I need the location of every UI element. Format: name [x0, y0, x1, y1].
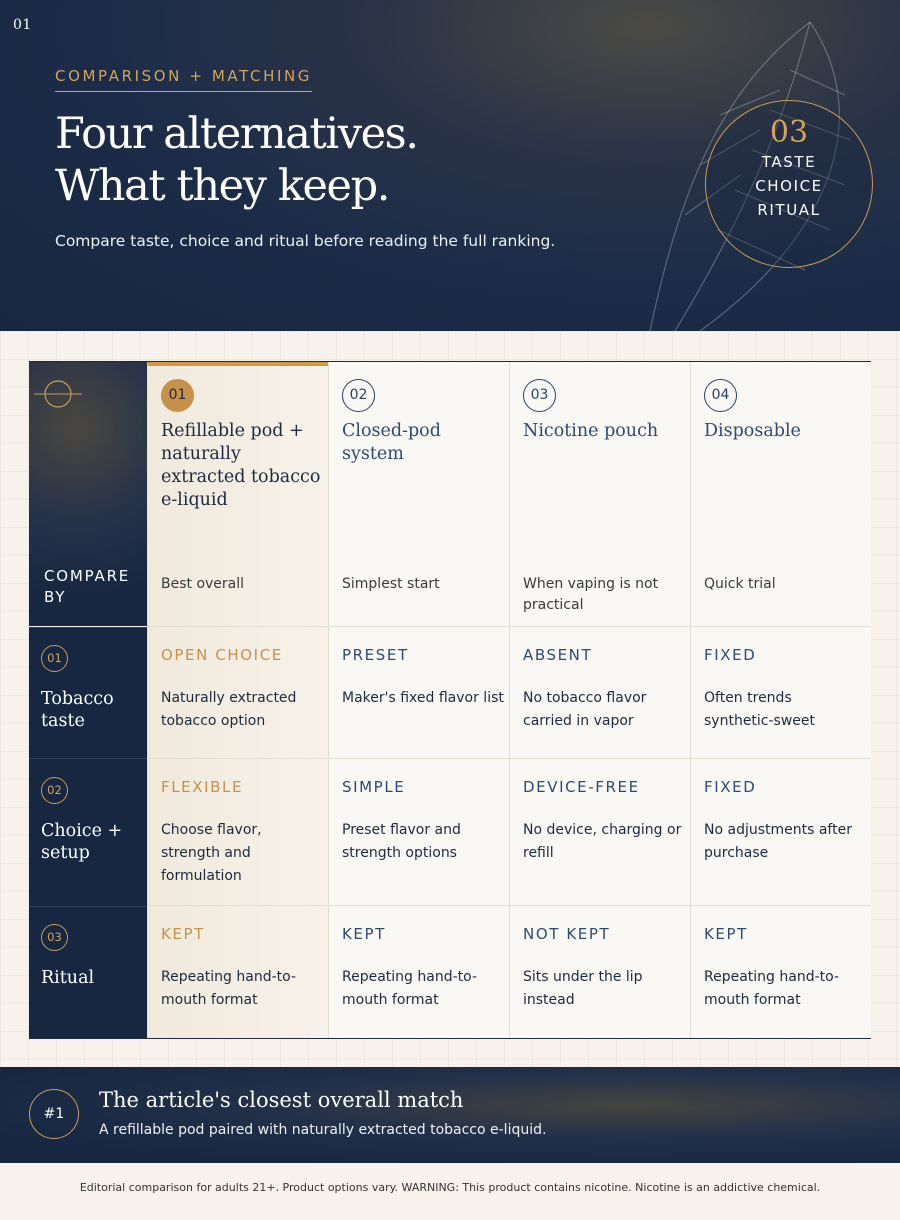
compare-by-line1: COMPARE — [44, 567, 131, 585]
cell-rating: FIXED — [704, 646, 757, 664]
cell-rating: DEVICE-FREE — [523, 778, 640, 796]
cell-description: Choose flavor, strength and formulation — [161, 822, 262, 884]
row-divider — [147, 626, 871, 627]
page-title-line1: Four alternatives. — [55, 109, 418, 159]
closest-match-subtitle: A refillable pod paired with naturally extracted tobacco e-liquid. — [99, 1122, 547, 1138]
cell-rating: KEPT — [342, 925, 386, 943]
cell-rating: OPEN CHOICE — [161, 646, 283, 664]
cell-description: Repeating hand-to-mouth format — [704, 969, 840, 1008]
row-number: 01 — [41, 645, 68, 672]
hero-banner — [0, 0, 900, 331]
rank-badge: #1 — [29, 1089, 79, 1139]
cell-rating: FLEXIBLE — [161, 778, 244, 796]
cell-description: Preset flavor and strength options — [342, 822, 461, 861]
page-subtitle: Compare taste, choice and ritual before reading the full ranking. — [55, 232, 556, 250]
cell-rating: FIXED — [704, 778, 757, 796]
column-title: Disposable — [704, 421, 801, 441]
cell-description: Repeating hand-to-mouth format — [342, 969, 478, 1008]
cell-rating: PRESET — [342, 646, 409, 664]
cell-description: No tobacco flavor carried in vapor — [523, 690, 647, 729]
column-tag: Simplest start — [342, 576, 440, 592]
closest-match-banner — [0, 1067, 900, 1163]
row-label-line2: setup — [41, 843, 90, 863]
column-number: 04 — [704, 379, 737, 412]
taste-choice-ritual-badge — [705, 100, 873, 268]
column-number: 01 — [161, 379, 194, 412]
row-number: 02 — [41, 777, 68, 804]
column-tag: Best overall — [161, 576, 245, 592]
column-title: Nicotine pouch — [523, 421, 659, 441]
cell-description: Sits under the lip instead — [523, 969, 643, 1008]
cell-description: Often trends synthetic-sweet — [704, 690, 816, 729]
badge-line-taste: TASTE — [761, 153, 817, 171]
row-label-line2: taste — [41, 711, 85, 731]
cell-description: Naturally extracted tobacco option — [161, 690, 297, 729]
row-label-ritual: Ritual — [41, 968, 95, 988]
row-label-line1: Choice + — [41, 821, 123, 841]
cell-rating: KEPT — [161, 925, 205, 943]
cell-description: Repeating hand-to-mouth format — [161, 969, 297, 1008]
cell-rating: ABSENT — [523, 646, 593, 664]
column-title: Refillable pod + naturally extracted tobacco e-liquid — [161, 421, 321, 510]
badge-line-ritual: RITUAL — [757, 201, 821, 219]
cell-rating: NOT KEPT — [523, 925, 611, 943]
column-tag: Quick trial — [704, 576, 776, 592]
page-number: 01 — [13, 17, 32, 33]
badge-line-choice: CHOICE — [755, 177, 823, 195]
column-number: 03 — [523, 379, 556, 412]
nicotine-disclaimer: Editorial comparison for adults 21+. Product options vary. WARNING: This product contains nicotine. Nicotine is an addictive chemical. — [79, 1181, 821, 1194]
column-tag: When vaping is not practical — [523, 576, 659, 613]
row-label-line1: Tobacco — [41, 689, 114, 709]
page-title — [55, 108, 615, 212]
page-title-line2: What they keep. — [55, 161, 390, 211]
closest-match-title: The article's closest overall match — [99, 1088, 464, 1112]
row-divider — [147, 905, 871, 906]
section-kicker: COMPARISON + MATCHING — [55, 67, 312, 92]
compare-by-line2: BY — [44, 588, 67, 606]
column-number: 02 — [342, 379, 375, 412]
cell-rating: KEPT — [704, 925, 748, 943]
cell-description: No adjustments after purchase — [704, 822, 852, 861]
cell-description: No device, charging or refill — [523, 822, 682, 861]
cell-rating: SIMPLE — [342, 778, 406, 796]
badge-number: 03 — [769, 115, 809, 150]
column-title: Closed-pod system — [342, 421, 441, 464]
row-number: 03 — [41, 924, 68, 951]
row-divider — [147, 758, 871, 759]
cell-description: Maker's fixed flavor list — [342, 690, 504, 706]
